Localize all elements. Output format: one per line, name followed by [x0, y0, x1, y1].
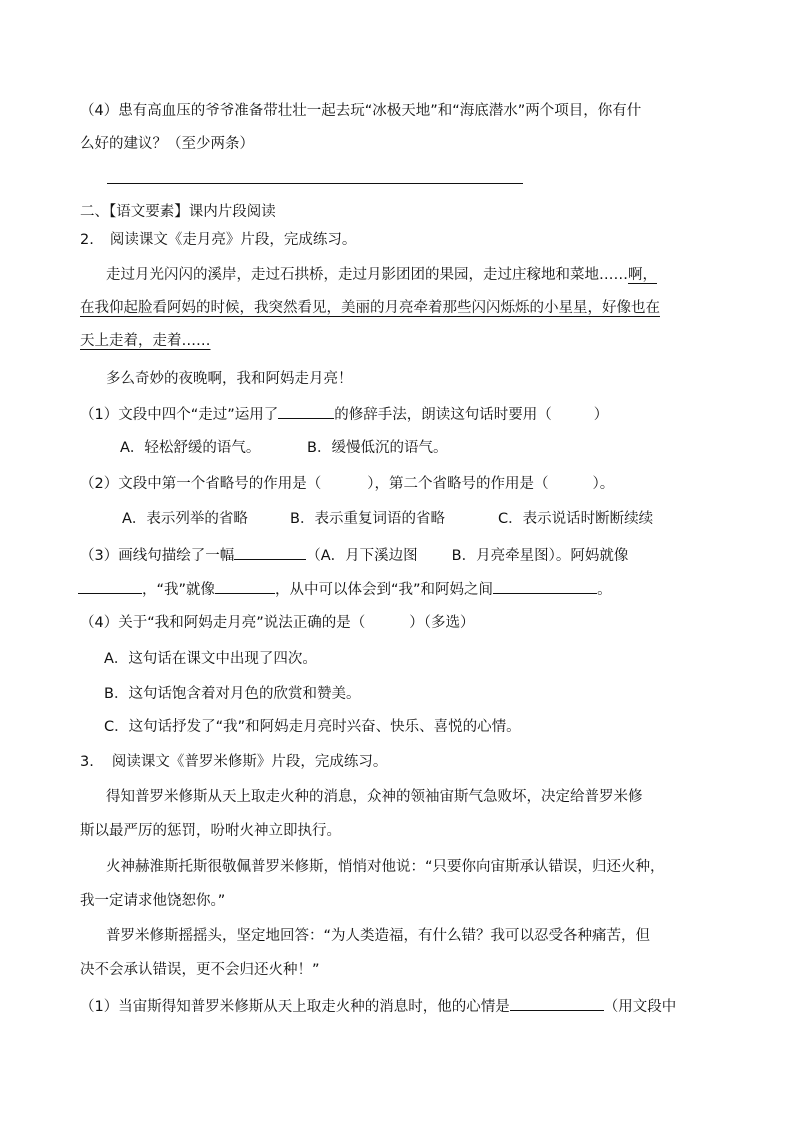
q2-sub4: [80, 613, 475, 633]
passage-line1: [106, 265, 657, 285]
q2-sub3-text: （3）画线句描绘了一幅: [80, 548, 235, 564]
passage-line4: 多么奇妙的夜晚啊，我和阿妈走月亮！: [106, 371, 353, 387]
answer-blank[interactable]: [278, 404, 334, 419]
answer-blank[interactable]: [215, 579, 275, 594]
underlined-text: 啊，: [628, 267, 657, 283]
q3-number: 3.: [80, 754, 94, 770]
q2-sub2: [80, 474, 614, 494]
q3-sub1-text: （1）当宙斯得知普罗米修斯从天上取走火种的消息时，他的心情是: [80, 999, 510, 1015]
q2-sub1-text2: 的修辞手法，朗读这句话时要用（: [334, 407, 552, 423]
answer-line[interactable]: [107, 183, 523, 184]
q2-sub4-text2: ）（多选）: [409, 615, 475, 631]
q2-sub2-text2: ），第二个省略号的作用是（: [367, 476, 549, 492]
q2-sub2-optA: A．表示列举的省略: [122, 511, 248, 527]
answer-blank[interactable]: [493, 579, 597, 594]
q2-sub3-text2: ，“我”就像: [142, 582, 216, 598]
q3-title-line: [80, 752, 387, 772]
q2-sub4-text: （4）关于“我和阿妈走月亮”说法正确的是（: [80, 615, 366, 631]
q2-sub1-text3: ）: [593, 407, 609, 423]
q3-sub1-text2: （用文段中: [603, 999, 677, 1015]
q3-para3-line1: 普罗米修斯摇摇头，坚定地回答：“为人类造福，有什么错？我可以忍受各种痛苦，但: [106, 928, 651, 944]
q3-sub1: [80, 996, 676, 1017]
q2-sub1: [80, 404, 608, 425]
answer-blank[interactable]: [510, 996, 604, 1011]
q4-line1: （4）患有高血压的爷爷准备带壮壮一起去玩“冰极天地”和“海底潜水”两个项目，你有什: [80, 103, 642, 119]
answer-blank[interactable]: [234, 545, 306, 560]
q3-para2-line2: 我一定请求他饶恕你。”: [80, 893, 226, 909]
q3-para1-line1: 得知普罗米修斯从天上取走火种的消息，众神的领袖宙斯气急败坏，决定给普罗米修: [106, 789, 643, 805]
passage-line3: 天上走着，走着……: [80, 333, 211, 349]
q2-sub3-text3: ，从中可以体会到“我”和阿妈之间: [275, 582, 494, 598]
q2-sub2-text3: ）。: [592, 476, 615, 492]
answer-blank[interactable]: [78, 579, 142, 594]
q2-title: 阅读课文《走月亮》片段，完成练习。: [109, 232, 357, 248]
q2-sub4-optB: B．这句话饱含着对月色的欣赏和赞美。: [104, 686, 361, 702]
q2-title-line: [80, 230, 356, 250]
q2-sub2-optB: B．表示重复词语的省略: [290, 511, 445, 527]
q2-sub3-line2: [78, 579, 612, 600]
q2-sub2-text: （2）文段中第一个省略号的作用是（: [80, 476, 322, 492]
section-heading: 二、【语文要素】课内片段阅读: [80, 204, 276, 220]
q3-para1-line2: 斯以最严厉的惩罚，吩咐火神立即执行。: [80, 823, 341, 839]
passage-line2: 在我仰起脸看阿妈的时候，我突然看见，美丽的月亮牵着那些闪闪烁烁的小星星，好像也在: [80, 300, 660, 316]
q3-para2-line1: 火神赫淮斯托斯很敬佩普罗米修斯，悄悄对他说：“只要你向宙斯承认错误，归还火种，: [106, 859, 665, 875]
q2-sub4-optC: C．这句话抒发了“我”和阿妈走月亮时兴奋、快乐、喜悦的心情。: [104, 719, 521, 735]
q2-sub3-optB: B．月亮牵星图）。阿妈就像: [451, 548, 629, 564]
passage-text: 走过月光闪闪的溪岸，走过石拱桥，走过月影团团的果园，走过庄稼地和菜地……: [106, 267, 628, 283]
q2-sub3-text4: 。: [597, 582, 612, 598]
q2-sub3-line1: [80, 545, 628, 566]
q2-sub2-optC: C．表示说话时断断续续: [498, 511, 654, 527]
q2-sub1-optA: A．轻松舒缓的语气。: [120, 440, 261, 456]
q2-sub3-optA: （A．月下溪边图: [306, 548, 418, 564]
q3-title: 阅读课文《普罗米修斯》片段，完成练习。: [111, 754, 388, 770]
q2-sub1-text: （1）文段中四个“走过”运用了: [80, 407, 279, 423]
q4-line2: 么好的建议？（至少两条）: [80, 136, 254, 152]
q3-para3-line2: 决不会承认错误，更不会归还火种！”: [80, 962, 320, 978]
q2-sub1-optB: B．缓慢低沉的语气。: [307, 440, 448, 456]
q2-sub4-optA: A．这句话在课文中出现了四次。: [104, 651, 317, 667]
q2-number: 2.: [80, 232, 94, 248]
